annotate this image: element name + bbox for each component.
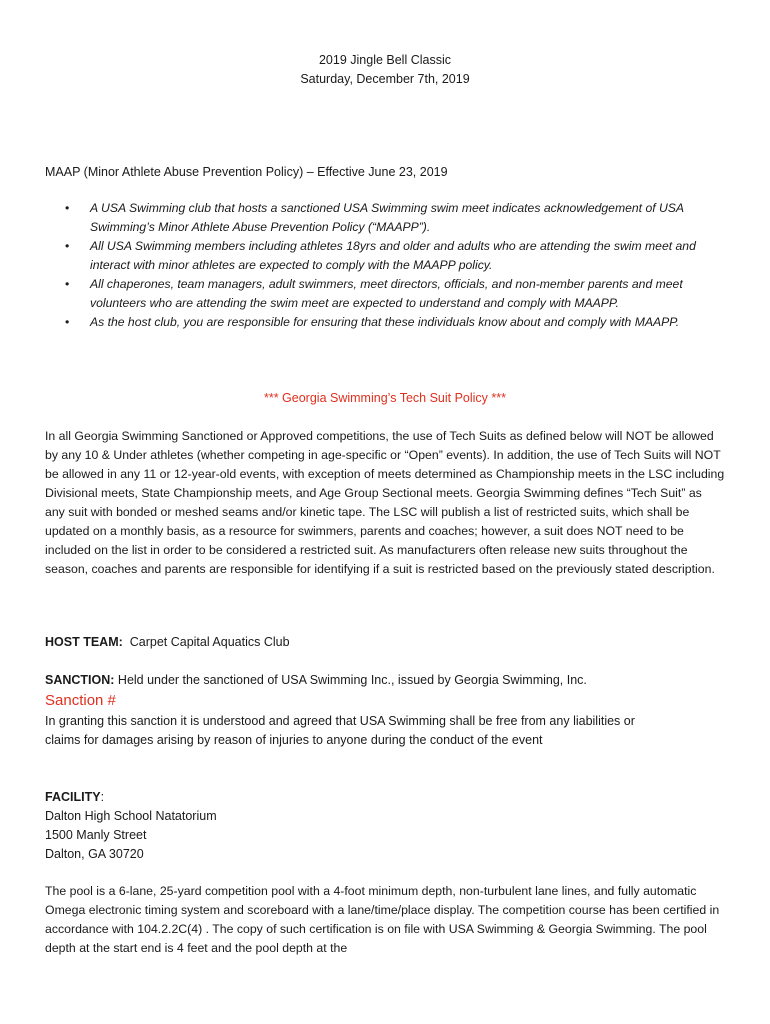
bullet-text: A USA Swimming club that hosts a sanctioned USA Swimming swim meet indicates acknowledgement of USA Swimming’s Minor Athlete Abuse Prevention Policy (“MAAPP”). [90, 201, 684, 234]
bullet-icon: • [65, 201, 70, 215]
bullet-text: As the host club, you are responsible for ensuring that these individuals know about and comply with MAAPP. [90, 315, 680, 329]
tech-suit-paragraph: In all Georgia Swimming Sanctioned or Approved competitions, the use of Tech Suits as defined below will NOT be allowed by any 10 & Under athletes (whether competing in age-specific or “Open” events). In addition, the use of Tech Suits will NOT be allowed in any 11 or 12-year-old events, with exception of meets determined as Championship meets in the LSC including Divisional meets, State Championship meets, and Age Group Sectional meets. Georgia Swimming defines “Tech Suit” as any suit with bonded or meshed seams and/or kinetic tape. The LSC will publish a list of restricted suits, which shall be updated on a monthly basis, as a resource for swimmers, parents and coaches; however, a suit does NOT need to be included on the list in order to be considered a restricted suit. As manufacturers often release new suits throughout the season, coaches and parents are responsible for identifying if a suit is restricted based on the previously stated description. [45, 429, 725, 576]
bullet-icon: • [65, 239, 70, 253]
facility-city: Dalton, GA 30720 [45, 847, 144, 861]
list-item [60, 313, 730, 332]
bullet-text: All chaperones, team managers, adult swimmers, meet directors, officials, and non-member parents and meet volunteers who are attending the swim meet are expected to understand and comply with MAAPP. [90, 277, 683, 310]
facility-block [45, 788, 217, 864]
bullet-text: All USA Swimming members including athletes 18yrs and older and adults who are attending the swim meet and interact with minor athletes are expected to comply with the MAAPP policy. [90, 239, 696, 272]
facility-label-colon: : [100, 790, 105, 804]
host-team-value: Carpet Capital Aquatics Club [129, 635, 290, 649]
host-team [45, 633, 290, 652]
list-item [60, 199, 730, 237]
list-item [60, 237, 730, 275]
meet-header [0, 51, 770, 89]
maap-bullet-list [60, 199, 730, 332]
meet-date: Saturday, December 7th, 2019 [300, 72, 470, 86]
facility-label: FACILITY [45, 790, 101, 804]
meet-title: 2019 Jingle Bell Classic [318, 53, 451, 67]
sanction-value: Held under the sanctioned of USA Swimming Inc., issued by Georgia Swimming, Inc. [114, 673, 587, 687]
sanction-line [45, 671, 587, 690]
list-item [60, 275, 730, 313]
pool-paragraph: The pool is a 6-lane, 25-yard competition pool with a 4-foot minimum depth, non-turbulent lane lines, and fully automatic Omega electronic timing system and scoreboard with a lane/time/place display. The competition course has been certified in accordance with 104.2.2C(4) . The copy of such certification is on file with USA Swimming & Georgia Swimming. The pool depth at the start end is 4 feet and the pool depth at the [45, 884, 720, 955]
facility-name: Dalton High School Natatorium [45, 809, 217, 823]
sanction-grant-text: In granting this sanction it is understood and agreed that USA Swimming shall be free from any liabilities or claims for damages arising by reason of injuries to anyone during the conduct of the event [45, 714, 635, 747]
sanction-label: SANCTION: [45, 673, 115, 687]
bullet-icon: • [65, 277, 70, 291]
facility-heading [45, 788, 217, 807]
maap-heading: MAAP (Minor Athlete Abuse Prevention Policy) – Effective June 23, 2019 [45, 165, 448, 179]
sanction-number-label: Sanction # [45, 692, 116, 709]
tech-suit-heading: *** Georgia Swimming’s Tech Suit Policy *** [263, 391, 506, 405]
host-team-label: HOST TEAM: [45, 635, 123, 649]
facility-street: 1500 Manly Street [45, 828, 147, 842]
bullet-icon: • [65, 315, 70, 329]
